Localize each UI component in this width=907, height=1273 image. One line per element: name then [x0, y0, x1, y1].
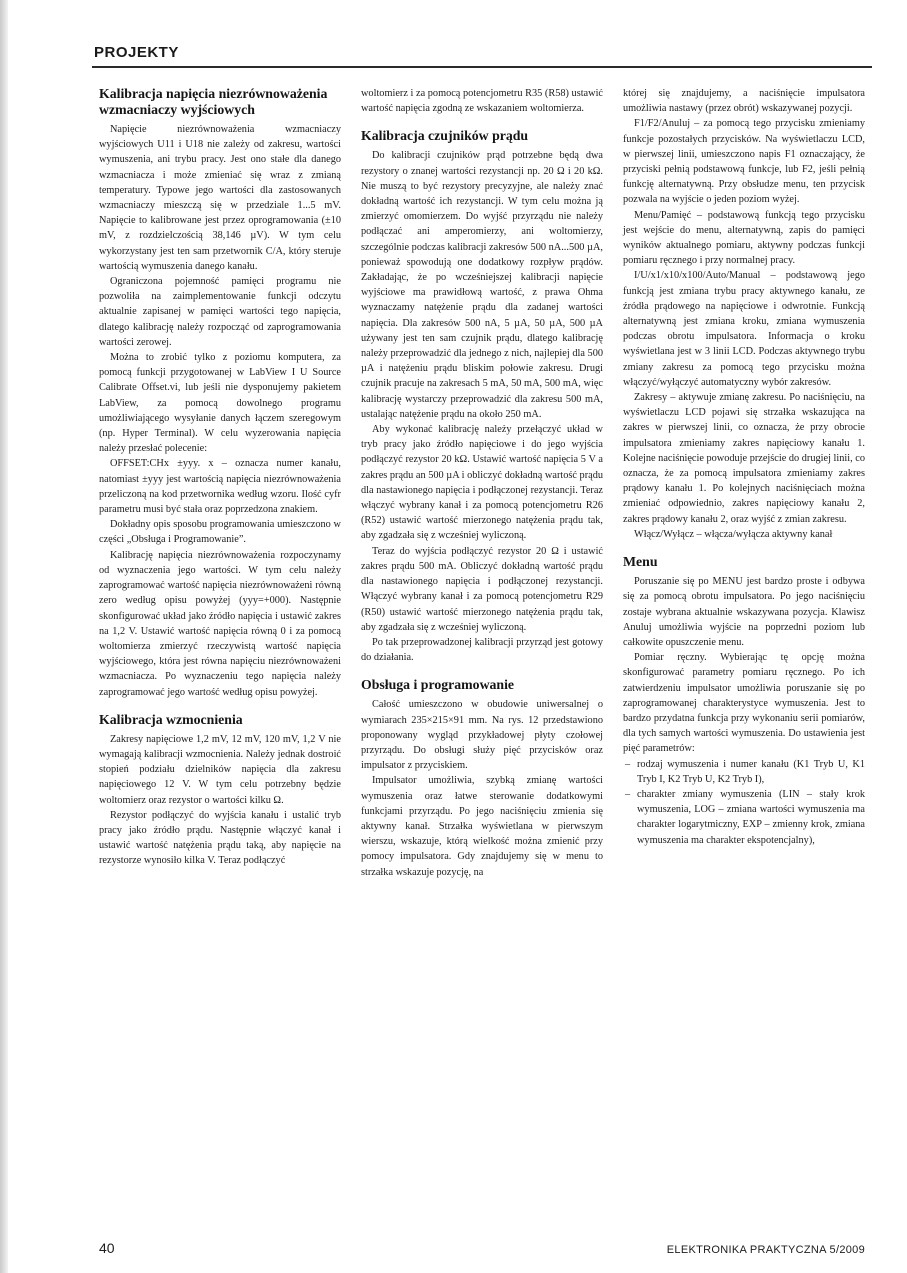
- paragraph: Po tak przeprowadzonej kalibracji przyrząd jest gotowy do działania.: [361, 636, 603, 664]
- paragraph: Całość umieszczono w obudowie uniwersalnej o wymiarach 235×215×91 mm. Na rys. 12 przedstawiono proponowany wygląd przykładowej płyty czołowej przyrządu. Do obsługi służy pięć przycisków oraz impulsator z przyciskiem.: [361, 699, 603, 772]
- magazine-footer: ELEKTRONIKA PRAKTYCZNA 5/2009: [666, 1244, 865, 1256]
- heading-menu: Menu: [623, 554, 658, 570]
- list-item: – rodzaj wymuszenia i numer kanału (K1 Tryb U, K1 Tryb I, K2 Tryb U, K2 Tryb I),: [637, 757, 865, 787]
- paragraph: Rezystor podłączyć do wyjścia kanału i ustalić tryb pracy jako źródło prądu. Następnie włączyć kanał i ustawić wartość natężenia prądu taką, aby napięcie na rezystorze wynosiło kilka V. Teraz podłączyć: [99, 809, 341, 867]
- paragraph: Włącz/Wyłącz – włącza/wyłącza aktywny kanał: [634, 528, 833, 540]
- parameter-list: [623, 757, 865, 848]
- paragraph: Teraz do wyjścia podłączyć rezystor 20 Ω i ustawić zakres prądu 500 mA. Obliczyć dokładną wartość prądu dla nastawionego napięcia i podłączonej rezystancji. Włączyć wybrany kanał i za pomocą potencjometru R29 (R50) ustawić wartość mierzonego natężenia prądu tak, aby zgadzała się z wcześniej wyliczoną.: [361, 545, 603, 633]
- paragraph: Kalibrację napięcia niezrównoważenia rozpoczynamy od wyznaczenia jego wartości. W tym celu należy zaprogramować wartość napięcia niezrównoważeni równą zero według opisu powyżej (yyy=+000). Następnie skonfigurować układ jako źródło napięcia i ustawić zakres na 1,2 V. Ustawić wartość napięcia równą 0 i za pomocą woltomierza zmierzyć rzeczywistą wartość napięcia wyjściowego, która jest równa napięciu niezrównoważeni wzmacniacza. Po wyznaczeniu tego napięcia należy zaprogramować jego wartość według opisu powyżej.: [99, 549, 341, 698]
- section-label: PROJEKTY: [94, 44, 179, 61]
- paragraph: woltomierz i za pomocą potencjometru R35 (R58) ustawić wartość napięcia zgodną ze wskazaniem woltomierza.: [361, 88, 603, 115]
- paragraph: Do kalibracji czujników prąd potrzebne będą dwa rezystory o znanej wartości rezystancji np. 20 Ω i 20 kΩ. Nie muszą to być rezystory precyzyjne, ale należy znać dokładną wartość ich rezystancji. W tym celu można ją zmierzyć omomierzem. Do wyjść przyrządu nie należy podłączać ani amperomierzy, ani woltomierzy, szczególnie podczas kalibracji zakresów 500 nA...500 µA, ponieważ spowodują one dodatkowy rozpływ prądów. Zakładając, że po wcześniejszej kalibracji napięcie wyjściowe ma prawidłową wartość, z prawa Ohma wyznaczamy natężenie prądu dla zadanej wartości napięcia. Dla zakresów 500 nA, 5 µA, 50 µA, 500 µA używany jest ten sam czujnik prądu, dlatego kalibrację należy przeprowadzić dla jednego z nich, najlepiej dla 500 µA i natężeniu prądu bliskim połowie zakresu. Drugi czujnik pracuje na zakresach 5 mA, 50 mA, 500 mA, więc kalibrację wystarczy przeprowadzić dla zakresu 500 mA, ustalając natężenie prądu na około 250 mA.: [361, 150, 603, 420]
- heading-gain-calibration: Kalibracja wzmocnienia: [99, 711, 243, 727]
- heading-operation-programming: Obsługa i programowanie: [361, 677, 515, 693]
- paragraph: Można to zrobić tylko z poziomu komputera, za pomocą funkcji przygotowanej w LabView I U Source Calibrate Offset.vi, lub jeśli nie dysponujemy pakietem LabView, za pomocą dowolnego programu umożliwiającego wysyłanie danych łączem szeregowym (np. Hyper Terminal). W celu wyzerowania napięcia należy przesłać polecenie:: [99, 352, 341, 455]
- page-binding-shadow: [0, 0, 8, 1273]
- list-item: – charakter zmiany wymuszenia (LIN – stały krok wymuszenia, LOG – zmiana wartości wymuszenia ma charakter logarytmiczny, EXP – zmienny krok, zmiana wymuszenia ma charakter ekspotencjalny),: [637, 787, 865, 848]
- header-rule: [92, 66, 872, 68]
- paragraph: Poruszanie się po MENU jest bardzo proste i odbywa się za pomocą obrotu impulsatora. Po jego naciśnięciu zostaje wybrana aktualnie wskazywana pozycja. Klawisz Anuluj umożliwia wyjście na poprzedni poziom lub całkowite opuszczenie menu.: [623, 576, 865, 648]
- paragraph: Zakresy – aktywuje zmianę zakresu. Po naciśnięciu, na wyświetlaczu LCD pojawi się strzałka wskazująca na zakres w pierwszej linii, co oznacza, że przy obrocie impulsatora zmieniamy zakres napięciowy kanału 1. Kolejne naciśnięcie powoduje przejście do drugiej linii, co oznacza, że za pomocą impulsatora zmieniamy zakres prądowy kanału 1. Po kolejnych naciśnięciach można zmieniać odpowiednio, zakres napięciowy kanału 2, zakres prądowy kanału 2, oraz wyjść z zmian zakresu.: [623, 392, 865, 525]
- paragraph: OFFSET:CHx ±yyy. x – oznacza numer kanału, natomiast ±yyy jest wartością napięcia niezrównoważenia przeliczoną na kod przetwornika według wzoru. Ilość cyfr parametru musi być stała oraz poprzedzona znakiem.: [99, 458, 341, 516]
- page-number: 40: [99, 1240, 115, 1256]
- column-2: [361, 86, 603, 880]
- column-3: [623, 86, 865, 848]
- paragraph: Pomiar ręczny. Wybierając tę opcję można skonfigurować parametry pomiaru ręcznego. Po ich zatwierdzeniu impulsator umożliwia poruszanie się po zaprogramowanej charakterystyce wymuszenia. Jest to bardzo przydatna funkcja przy wykonaniu serii pomiarów, dla tych samych wartości wymuszenia. Do ustawienia jest pięć parametrów:: [623, 652, 865, 755]
- paragraph: Impulsator umożliwia, szybką zmianę wartości wymuszenia oraz łatwe sterowanie dodatkowymi funkcjami przyrządu. Po jego naciśnięciu zmienia się aktywny kanał. Strzałka wyświetlana w pierwszym wierszu, wskazuje, którą wielkość można zmienić przy pomocy impulsatora. Gdy znajdujemy się w menu to strzałka wskazuje pozycję, na: [361, 775, 603, 878]
- paragraph: Aby wykonać kalibrację należy przełączyć układ w tryb pracy jako źródło napięciowe i do jego wyjścia podłączyć rezystor 20 kΩ. Ustawić wartość napięcia 5 V a zakres prądu an 500 µA i obliczyć dokładną wartość prądu dla nastawionego napięcia i podłączonej rezystancji. Teraz włączyć wybrany kanał i za pomocą potencjometru R26 (R52) ustawić wartość mierzonego natężenia prądu tak, aby zgadzała się z wcześniej wyliczoną.: [361, 424, 603, 542]
- paragraph: której się znajdujemy, a naciśnięcie impulsatora umożliwia nastawy (przez obrót) wskazywanej pozycji.: [623, 88, 865, 115]
- heading-current-sensor-calibration: Kalibracja czujników prądu: [361, 128, 529, 144]
- paragraph: Napięcie niezrównoważenia wzmacniaczy wyjściowych U11 i U18 nie zależy od zakresu, wartości wymuszenia, ani trybu pracy. Jest ono stałe dla danego wzmacniacza i może zmieniać się wraz z zmianą temperatury. Typowe jego wartości dla zastosowanych wzmacniaczy mieszczą się w przedziale 1...5 mV. Napięcie to kalibrowane jest przez oprogramowania (±10 mV, z rozdzielczością 38,146 µV). W tym celu wykorzystany jest ten sam przetwornik C/A, który steruje wartością wymuszenia danego kanału.: [99, 124, 341, 272]
- column-1: [99, 86, 341, 869]
- paragraph: Ograniczona pojemność pamięci programu nie pozwoliła na zaimplementowanie funkcji odczytu aktualnie zapisanej w pamięci wartości tego napięcia, dlatego kalibrację należy rozpocząć od zaprogramowania wartości zerowej.: [99, 276, 341, 348]
- paragraph: Zakresy napięciowe 1,2 mV, 12 mV, 120 mV, 1,2 V nie wymagają kalibracji wzmocnienia. Należy jednak dostroić stopień podziału dzielników napięcia dla zakresu napięciowego 12 V. W tym celu potrzebny będzie woltomierz oraz rezystor o wartości kilku Ω.: [99, 733, 341, 806]
- paragraph: I/U/x1/x10/x100/Auto/Manual – podstawową jego funkcją jest zmiana trybu pracy aktywnego kanału, ze źródła prądowego na napięciowe i odwrotnie. Funkcją alternatywną jest zmiana kroku, zmiana wymuszenia podczas obrotu impulsatora. Informacja o kroku wyświetlana jest w 3 linii LCD. Podczas aktywnego trybu zmiany zakresu za pomocą tego przycisku można włączyć/wyłączyć automatyczny wybór zakresów.: [623, 270, 865, 388]
- paragraph: Dokładny opis sposobu programowania umieszczono w części „Obsługa i Programowanie”.: [99, 519, 341, 546]
- heading-offset-calibration: Kalibracja napięcia niezrównoważenia wzmacniaczy wyjściowych: [99, 86, 328, 117]
- paragraph: Menu/Pamięć – podstawową funkcją tego przycisku jest wejście do menu, alternatywną, zapis do pamięci wyników aktualnego pomiaru, aktywny podczas funkcji pomiaru ręcznego i przy normalnej pracy.: [623, 209, 865, 267]
- paragraph: F1/F2/Anuluj – za pomocą tego przycisku zmieniamy funkcje pozostałych przycisków. Na wyświetlaczu LCD, w pierwszej linii, umieszczono napis F1 oznaczający, że przyciski pełnią podstawową funkcje, lub F2, jeśli pełnią funkcję alternatywną. Przy obsłudze menu, ten przycisk pozwala na wyjście o jeden poziom wyżej.: [623, 118, 865, 206]
